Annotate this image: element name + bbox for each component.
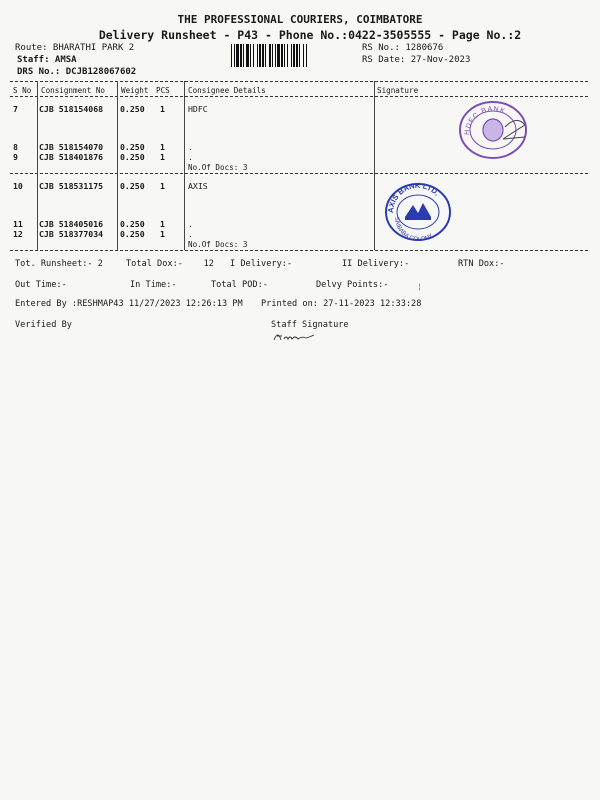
row-pcs: 1 (160, 229, 165, 239)
barcode-bar (299, 44, 300, 67)
svg-text:HDFC BANK: HDFC BANK (463, 105, 507, 136)
staff-signature-scribble (272, 329, 318, 343)
barcode-bar (293, 44, 295, 67)
row-weight: 0.250 (120, 219, 145, 229)
row-consignee: . (188, 219, 193, 229)
row-weight: 0.250 (120, 181, 145, 191)
divider-bottom (10, 250, 588, 251)
row-sno: 7 (13, 104, 18, 114)
barcode-bar (236, 44, 239, 67)
docs-count: No.Of Docs: 3 (188, 163, 248, 172)
row-consignee: . (188, 229, 193, 239)
barcode-bar (306, 44, 307, 67)
row-sno: 11 (13, 219, 23, 229)
row-weight: 0.250 (120, 104, 145, 114)
ii-delivery: II Delivery:- (342, 259, 410, 269)
drs-number: DRS No.: DCJB128067602 (17, 67, 137, 77)
row-consignment: CJB 518531175 (39, 181, 104, 191)
row-consignment: CJB 518154070 (39, 142, 104, 152)
row-pcs: 1 (160, 152, 165, 162)
barcode-bar (277, 44, 280, 67)
col-header-consignee: Consignee Details (188, 86, 266, 95)
rs-number: RS No.: 1280676 (362, 43, 444, 53)
col-header-consignment: Consignment No (41, 86, 106, 95)
barcode-bar (291, 44, 292, 67)
row-consignment: CJB 518154068 (39, 104, 104, 114)
col-header-weight: Weight (121, 86, 149, 95)
row-pcs: 1 (160, 181, 165, 191)
staff-signature-label: Staff Signature (271, 320, 349, 330)
barcode-bar (262, 44, 264, 67)
column-rule (117, 81, 118, 250)
barcode-bar (303, 44, 304, 67)
column-rule (37, 81, 38, 250)
svg-text:AXIS BANK LTD.: AXIS BANK LTD. (385, 181, 442, 214)
barcode-bar (234, 44, 235, 67)
barcode-bar (253, 44, 254, 67)
row-sno: 12 (13, 229, 23, 239)
row-weight: 0.250 (120, 142, 145, 152)
row-pcs: 1 (160, 104, 165, 114)
docs-count: No.Of Docs: 3 (188, 240, 248, 249)
row-consignee: . (188, 152, 193, 162)
barcode-bar (272, 44, 273, 67)
route-label: Route: BHARATHI PARK 2 (15, 43, 135, 53)
svg-text:SAIBABA COLONY: SAIBABA COLONY (392, 216, 435, 243)
barcode-bar (265, 44, 266, 67)
barcode-bar (281, 44, 283, 67)
barcode-bar (284, 44, 285, 67)
barcode-bar (275, 44, 276, 67)
rtn-dox: RTN Dox:- (458, 259, 505, 269)
column-rule (184, 81, 185, 250)
printed-on: Printed on: 27-11-2023 12:33:28 (261, 299, 422, 309)
entered-by: Entered By :RESHMAP43 11/27/2023 12:26:13 PM (15, 299, 243, 309)
runsheet-subtitle: Delivery Runsheet - P43 - Phone No.:0422-3505555 - Page No.:2 (98, 28, 522, 42)
row-sno: 8 (13, 142, 18, 152)
row-sno: 10 (13, 181, 23, 191)
column-rule (374, 81, 375, 250)
barcode-bar (246, 44, 249, 67)
staff-label: Staff: AMSA (17, 55, 77, 65)
row-weight: 0.250 (120, 229, 145, 239)
col-header-pcs: PCS (156, 86, 170, 95)
i-delivery: I Delivery:- (230, 259, 293, 269)
row-consignment: CJB 518377034 (39, 229, 104, 239)
divider-group (10, 173, 588, 174)
total-dox: Total Dox:- 12 (126, 259, 214, 269)
row-pcs: 1 (160, 142, 165, 152)
barcode-bar (250, 44, 251, 67)
pen-mark: ¦ (417, 282, 422, 291)
divider-top (10, 81, 588, 82)
barcode-image (231, 44, 353, 67)
barcode-bar (257, 44, 258, 67)
out-time: Out Time:- (15, 280, 67, 290)
axis-bank-stamp (383, 181, 453, 243)
barcode-bar (231, 44, 232, 67)
rs-date: RS Date: 27-Nov-2023 (362, 55, 471, 65)
row-consignment: CJB 518405016 (39, 219, 104, 229)
in-time: In Time:- (130, 280, 177, 290)
verified-by: Verified By (15, 320, 72, 330)
total-pod: Total POD:- (211, 280, 268, 290)
barcode-bar (259, 44, 261, 67)
barcode-bar (240, 44, 242, 67)
row-consignee: HDFC (188, 104, 208, 114)
row-pcs: 1 (160, 219, 165, 229)
barcode-bar (269, 44, 271, 67)
barcode-bar (243, 44, 244, 67)
row-consignee: AXIS (188, 181, 208, 191)
company-title: THE PROFESSIONAL COURIERS, COIMBATORE (177, 13, 423, 26)
row-sno: 9 (13, 152, 18, 162)
row-consignment: CJB 518401876 (39, 152, 104, 162)
delvy-points: Delvy Points:- (316, 280, 389, 290)
barcode-bar (296, 44, 298, 67)
col-header-signature: Signature (377, 86, 419, 95)
barcode-bar (287, 44, 288, 67)
col-header-sno: S No (13, 86, 32, 95)
row-consignee: . (188, 142, 193, 152)
tot-runsheet: Tot. Runsheet:- 2 (15, 259, 103, 269)
row-weight: 0.250 (120, 152, 145, 162)
hdfc-bank-stamp (455, 97, 533, 163)
